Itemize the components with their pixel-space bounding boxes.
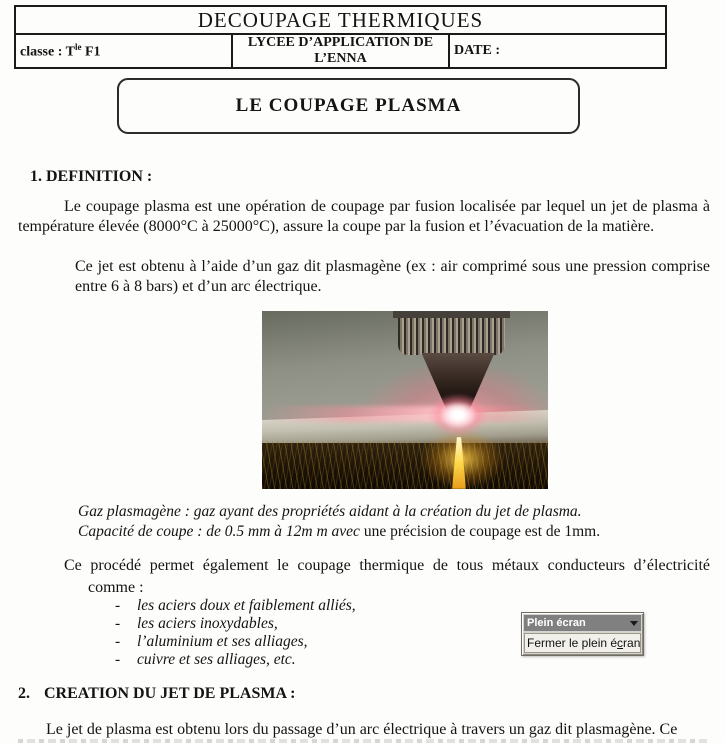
classe-superscript: le bbox=[74, 41, 82, 52]
section2-heading: 2. CREATION DU JET DE PLASMA : bbox=[18, 685, 296, 702]
note-gaz-plasmagene: Gaz plasmagène : gaz ayant des propriétés aidant à la création du jet de plasma. bbox=[78, 503, 582, 520]
school-cell: LYCEE D’APPLICATION DE L’ENNA bbox=[232, 34, 449, 68]
list-dash: - bbox=[115, 633, 121, 650]
document-title: LE COUPAGE PLASMA bbox=[235, 95, 462, 116]
list-dash: - bbox=[115, 651, 121, 668]
section1-paragraph-3-cont: comme : bbox=[88, 579, 144, 596]
photo-surface-glow bbox=[262, 406, 548, 422]
note-capacite-coupe: Capacité de coupe : de 0.5 mm à 12m m avec une précision de coupage est de 1mm. bbox=[78, 523, 601, 540]
list-dash: - bbox=[115, 597, 121, 614]
list-dash: - bbox=[115, 615, 121, 632]
section1-paragraph-2: Ce jet est obtenu à l’aide d’un gaz dit plasmagène (ex : air comprimé sous une pression comprise entre 6 à 8 bars) et d’un arc électrique. bbox=[75, 258, 710, 295]
section2-paragraph-1: Le jet de plasma est obtenu lors du passage d’un arc électrique à travers un gaz dit plasmagène. Ce bbox=[46, 721, 678, 738]
section1-paragraph-3: Ce procédé permet également le coupage thermique de tous métaux conducteurs d’électricité bbox=[64, 557, 710, 574]
section1-heading: 1. DEFINITION : bbox=[30, 168, 153, 185]
list-item: - l’aluminium et ses alliages, bbox=[115, 633, 308, 650]
list-item: - les aciers inoxydables, bbox=[115, 615, 278, 632]
fullscreen-toolbar-titlebar[interactable] bbox=[524, 615, 641, 631]
section1-paragraph-1: Le coupage plasma est une opération de coupage par fusion localisée par lequel un jet de plasma à température élevée (8000°C à 25000°C), assure la coupe par la fusion et l’évacuation de la matière. bbox=[18, 198, 710, 235]
photo-torch-cap bbox=[393, 311, 510, 318]
chevron-down-icon[interactable] bbox=[630, 621, 638, 626]
list-item: - cuivre et ses alliages, etc. bbox=[115, 651, 296, 668]
header-table bbox=[14, 5, 667, 69]
date-cell: DATE : bbox=[449, 34, 666, 68]
document-title-box bbox=[117, 78, 580, 134]
list-item: - les aciers doux et faiblement alliés, bbox=[115, 597, 356, 614]
document-header-title: DECOUPAGE THERMIQUES bbox=[15, 6, 666, 34]
fullscreen-toolbar bbox=[521, 612, 644, 656]
plasma-torch-photo bbox=[262, 311, 548, 489]
classe-cell: classe : $T^{le}$ F1 bbox=[15, 34, 232, 68]
accelerator-key: c bbox=[617, 636, 624, 650]
fullscreen-toolbar-title: Plein écran bbox=[527, 617, 586, 629]
close-fullscreen-button[interactable]: Fermer le plein écran bbox=[524, 633, 641, 653]
photo-sparks bbox=[262, 441, 548, 489]
clipped-text-line bbox=[18, 739, 710, 743]
photo-arc-core-glow bbox=[428, 393, 488, 437]
